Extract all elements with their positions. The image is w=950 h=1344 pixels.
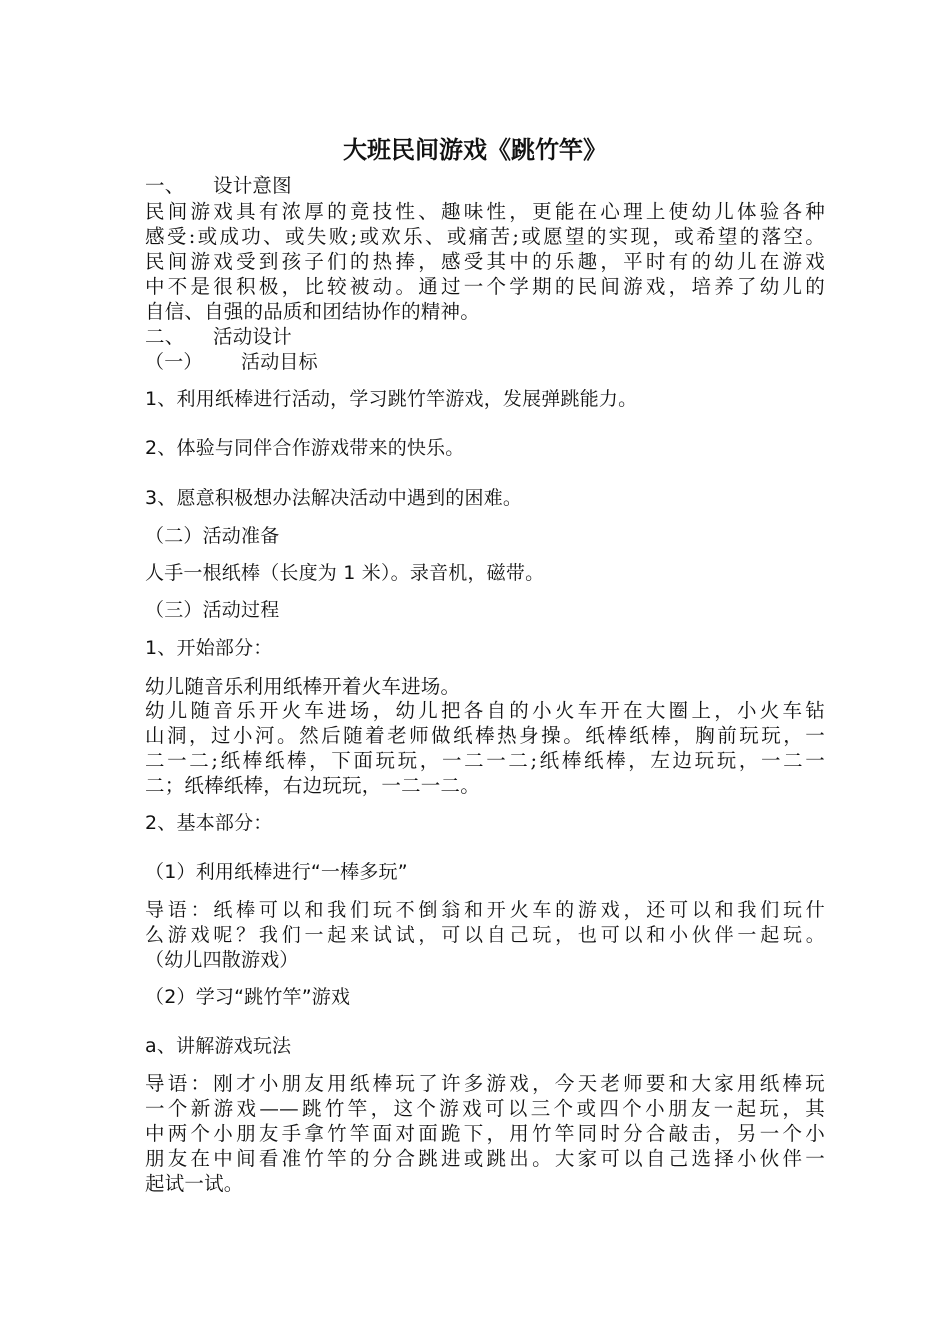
paragraph-line: 导语：刚才小朋友用纸棒玩了许多游戏，今天老师要和大家用纸棒玩 (145, 1072, 825, 1095)
step-heading-opening: 1、开始部分： (145, 637, 273, 659)
paragraph-line: 朋友在中间看准竹竿的分合跳进或跳出。大家可以自己选择小伙伴一 (145, 1147, 825, 1170)
paragraph-line: 起试一试。 (145, 1172, 244, 1195)
step-heading-basic: 2、基本部分： (145, 812, 273, 834)
section-title: 设计意图 (213, 174, 292, 197)
intro-line: 自信、自强的品质和团结协作的精神。 (145, 300, 480, 323)
paragraph-line: 导语：纸棒可以和我们玩不倒翁和开火车的游戏，还可以和我们玩什 (145, 899, 825, 921)
subsection-heading-preparation: （二）活动准备 (145, 525, 280, 547)
document-title: 大班民间游戏《跳竹竿》 (343, 135, 607, 164)
paragraph-line: 幼儿随音乐利用纸棒开着火车进场。 (145, 675, 461, 698)
subsection-title: 活动目标 (241, 351, 318, 373)
intro-line: 感受:或成功、或失败;或欢乐、或痛苦;或愿望的实现，或希望的落空。 (145, 225, 825, 248)
section-number: 二、 (145, 325, 185, 348)
preparation-text: 人手一根纸棒（长度为 1 米）。录音机，磁带。 (145, 562, 545, 584)
section-title: 活动设计 (213, 325, 292, 348)
subsection-number: （一） (145, 351, 203, 373)
paragraph-line: 幼儿随音乐开火车进场，幼儿把各自的小火车开在大圈上，小火车钻 (145, 699, 825, 722)
section-heading-activity-design (145, 325, 825, 349)
paragraph-line: 山洞，过小河。然后随着老师做纸棒热身操。纸棒纸棒，胸前玩玩，一 (145, 724, 825, 747)
paragraph-line: 二一二;纸棒纸棒，下面玩玩，一二一二;纸棒纸棒，左边玩玩，一二一 (145, 749, 825, 772)
intro-line: 民间游戏受到孩子们的热捧，感受其中的乐趣，平时有的幼儿在游戏 (145, 250, 825, 273)
item-heading: a、讲解游戏玩法 (145, 1035, 292, 1057)
goal-item: 3、愿意积极想办法解决活动中遇到的困难。 (145, 487, 523, 509)
subsection-heading-goals (145, 350, 825, 374)
paragraph-line: 二；纸棒纸棒，右边玩玩，一二一二。 (145, 774, 480, 797)
paragraph-line: 一个新游戏——跳竹竿，这个游戏可以三个或四个小朋友一起玩，其 (145, 1097, 825, 1120)
item-heading: （2）学习“跳竹竿”游戏 (145, 986, 351, 1008)
goal-item: 2、体验与同伴合作游戏带来的快乐。 (145, 437, 465, 459)
paragraph-line: 中两个小朋友手拿竹竿面对面跪下，用竹竿同时分合敲击，另一个小 (145, 1122, 825, 1145)
paragraph-line: （幼儿四散游戏） (145, 949, 299, 971)
intro-line: 中不是很积极，比较被动。通过一个学期的民间游戏，培养了幼儿的 (145, 275, 825, 298)
paragraph-line: 么游戏呢？我们一起来试试，可以自己玩，也可以和小伙伴一起玩。 (145, 924, 825, 946)
intro-line: 民间游戏具有浓厚的竟技性、趣味性，更能在心理上使幼儿体验各种 (145, 200, 825, 223)
subsection-heading-process: （三）活动过程 (145, 599, 280, 621)
goal-item: 1、利用纸棒进行活动，学习跳竹竿游戏，发展弹跳能力。 (145, 388, 638, 410)
section-number: 一、 (145, 174, 185, 197)
section-heading-design-intent (145, 174, 825, 198)
item-heading: （1）利用纸棒进行“一棒多玩” (145, 861, 408, 883)
